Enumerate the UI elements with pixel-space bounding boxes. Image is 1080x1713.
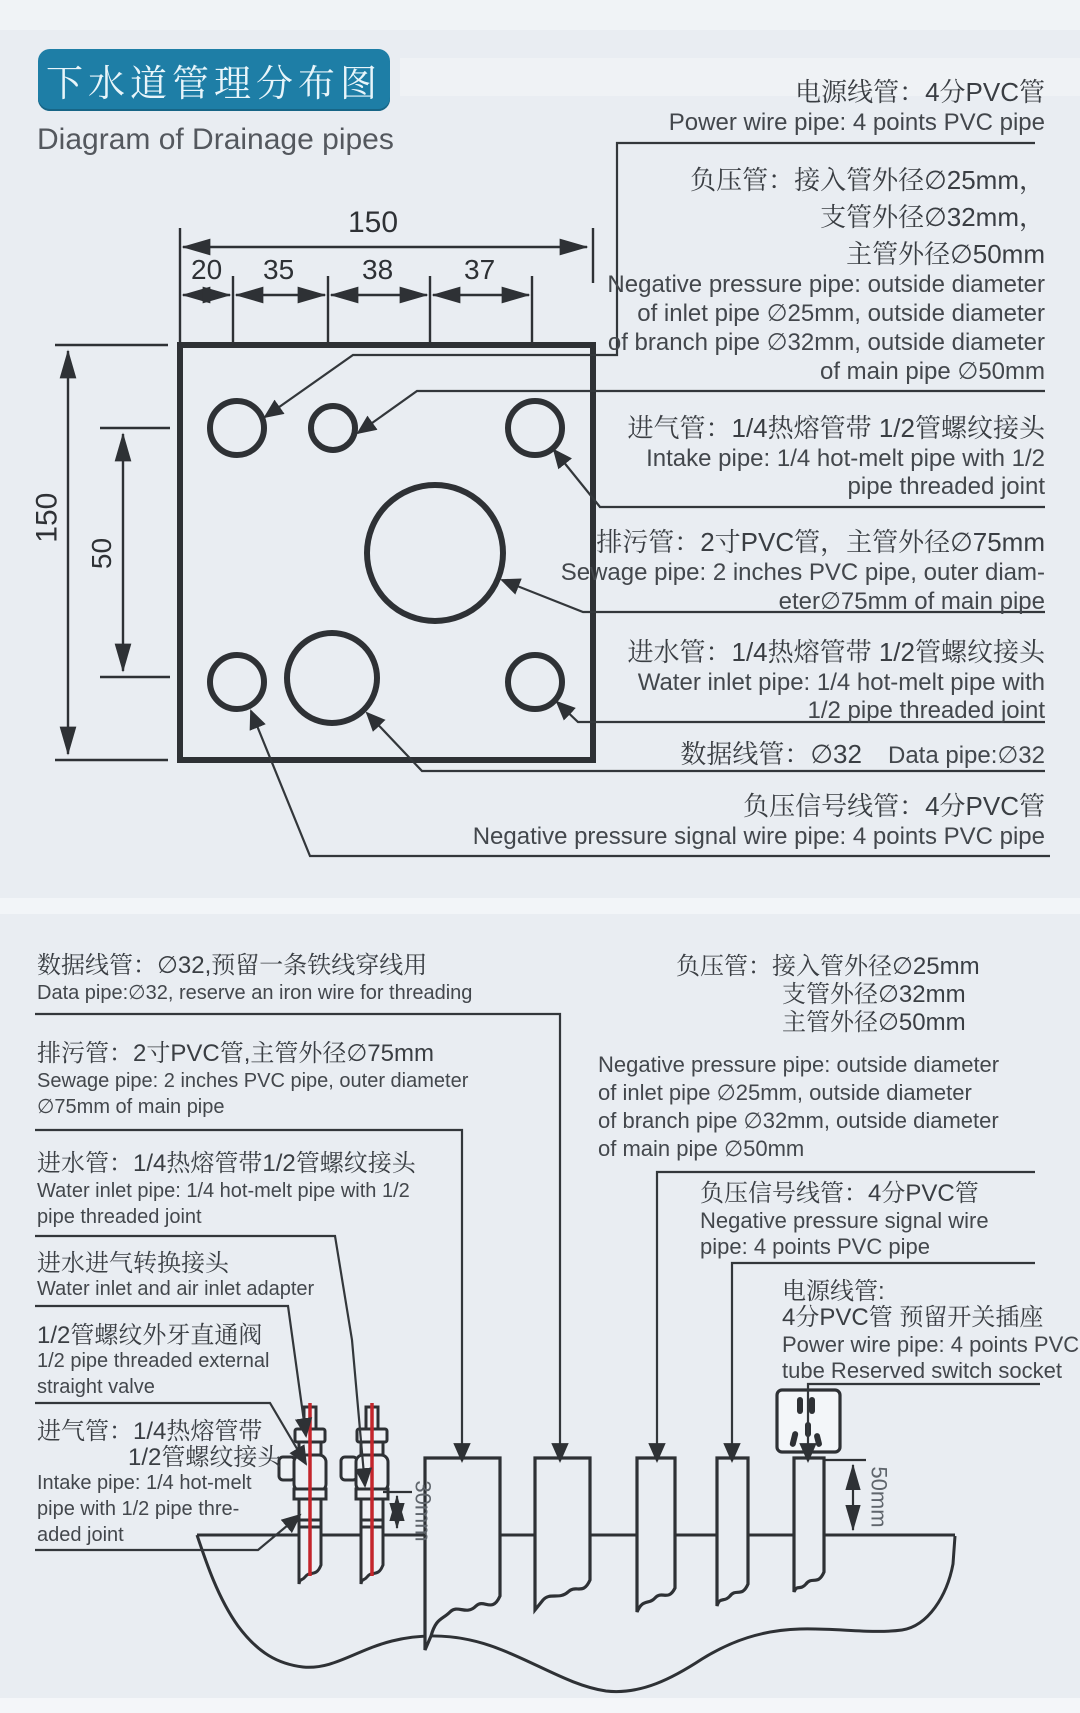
callout-sewage [561, 522, 1045, 616]
callout-water-en1: Water inlet pipe: 1/4 hot-melt pipe with [637, 669, 1045, 696]
hole-signal [210, 655, 264, 709]
callout-np-en2: of inlet pipe ∅25mm, outside diameter [637, 300, 1045, 327]
sec-intake-en3: aded joint [37, 1524, 124, 1546]
sec-power-en2: tube Reserved switch socket [782, 1358, 1063, 1383]
sec-power-en1: Power wire pipe: 4 points PVC [782, 1332, 1080, 1357]
callout-sewage-zh: 排污管：2寸PVC管，主管外径∅75mm [596, 527, 1045, 557]
pipe-sewage [425, 1458, 500, 1650]
sec-power-zh1: 电源线管: [782, 1278, 885, 1305]
sec-sewage-en1: Sewage pipe: 2 inches PVC pipe, outer diameter [37, 1070, 469, 1092]
callout-np-zh2: 支管外径∅32mm， [820, 202, 1045, 232]
dim-50mm-label: 50mm [866, 1466, 892, 1528]
sec-sewage-zh: 排污管：2寸PVC管,主管外径∅75mm [37, 1040, 434, 1067]
sec-valve-en1: 1/2 pipe threaded external [37, 1350, 270, 1372]
callout-water-en2: 1/2 pipe threaded joint [807, 697, 1045, 724]
sec-np-en4: of main pipe ∅50mm [598, 1136, 805, 1161]
sec-np-en2: of inlet pipe ∅25mm, outside diameter [598, 1080, 972, 1105]
callout-np-en3: of branch pipe ∅32mm, outside diameter [607, 329, 1045, 356]
sec-np-en3: of branch pipe ∅32mm, outside diameter [598, 1108, 999, 1133]
dim-seg4-label: 37 [464, 254, 496, 285]
callout-water-zh: 进水管：1/4热熔管带 1/2管螺纹接头 [627, 637, 1045, 667]
sec-power-zh2: 4分PVC管 预留开关插座 [782, 1304, 1044, 1331]
callout-signal-zh: 负压信号线管：4分PVC管 [743, 791, 1045, 821]
sec-intake-zh2: 1/2管螺纹接头 [128, 1444, 282, 1471]
callout-signal [473, 786, 1045, 851]
callout-water-inlet [627, 632, 1045, 725]
sec-signal-zh: 负压信号线管：4分PVC管 [700, 1180, 979, 1207]
dim-seg1-label: 20 [191, 254, 223, 285]
sec-intake-zh1: 进气管：1/4热熔管带 [37, 1418, 263, 1445]
callout-intake-en2: pipe threaded joint [847, 473, 1045, 500]
leader-power-pipe [808, 1384, 1040, 1461]
sec-np-zh3: 主管外径∅50mm [782, 1009, 966, 1036]
pipe-negative-pressure [637, 1458, 675, 1612]
sec-adapter-en: Water inlet and air inlet adapter [37, 1278, 315, 1300]
hole-power-wire [210, 401, 264, 455]
page-title: 下水道管理分布图 [46, 63, 382, 104]
sec-np-zh1: 负压管：接入管外径∅25mm [676, 953, 980, 980]
sec-valve-zh: 1/2管螺纹外牙直通阀 [37, 1322, 263, 1349]
dim-height-label: 150 [30, 492, 64, 543]
sec-data-en: Data pipe:∅32, reserve an iron wire for threading [37, 982, 473, 1004]
title-badge [38, 49, 390, 111]
valve-right [341, 1403, 388, 1584]
dim-seg3-label: 38 [362, 254, 394, 285]
pipe-power [794, 1458, 824, 1592]
sec-np-en1: Negative pressure pipe: outside diameter [598, 1052, 1000, 1077]
dim-row-spacing-label: 50 [86, 537, 118, 570]
callout-data [680, 734, 1045, 771]
sec-signal-en2: pipe: 4 points PVC pipe [700, 1234, 930, 1259]
dimension-lines [55, 228, 593, 760]
sec-intake-en2: pipe with 1/2 pipe thre- [37, 1498, 240, 1520]
buried-pipes [425, 1458, 824, 1650]
page-subtitle: Diagram of Drainage pipes [37, 123, 394, 156]
hole-data [287, 633, 377, 723]
hole-intake [508, 401, 562, 455]
sec-data-zh: 数据线管：∅32,预留一条铁线穿线用 [37, 952, 428, 979]
callout-sewage-en2: eter∅75mm of main pipe [778, 588, 1045, 615]
sec-intake-en1: Intake pipe: 1/4 hot-melt [37, 1472, 252, 1494]
callout-intake-en1: Intake pipe: 1/4 hot-melt pipe with 1/2 [646, 445, 1045, 472]
callout-data-en: Data pipe:∅32 [887, 742, 1045, 769]
sec-water-zh: 进水管：1/4热熔管带1/2管螺纹接头 [37, 1150, 416, 1177]
plate-outline [180, 345, 593, 760]
hole-water-inlet [508, 655, 562, 709]
callout-np-zh3: 主管外径∅50mm [846, 239, 1045, 269]
sec-signal-en1: Negative pressure signal wire [700, 1208, 989, 1233]
callout-np-en4: of main pipe ∅50mm [820, 358, 1045, 385]
pipe-data [535, 1458, 590, 1610]
dim-seg2-label: 35 [263, 254, 295, 285]
callout-data-zh: 数据线管：∅32 [680, 739, 862, 769]
hole-negative-pressure [311, 406, 355, 450]
sec-water-en2: pipe threaded joint [37, 1206, 202, 1228]
callout-intake-zh: 进气管：1/4热熔管带 1/2管螺纹接头 [627, 413, 1045, 443]
dim-30mm-label: 30mm [410, 1480, 436, 1542]
sec-sewage-en2: ∅75mm of main pipe [37, 1096, 225, 1118]
sec-adapter-zh: 进水进气转换接头 [37, 1250, 229, 1277]
callout-power-en: Power wire pipe: 4 points PVC pipe [668, 109, 1045, 136]
callout-np-en1: Negative pressure pipe: outside diameter [607, 271, 1045, 298]
callout-np-zh1: 负压管：接入管外径∅25mm， [690, 165, 1045, 195]
sec-np-zh2: 支管外径∅32mm [782, 981, 966, 1008]
dim-width-label: 150 [348, 206, 399, 239]
callout-signal-en: Negative pressure signal wire pipe: 4 points PVC pipe [472, 823, 1045, 850]
callout-negative-pressure [607, 160, 1045, 386]
callout-sewage-en1: Sewage pipe: 2 inches PVC pipe, outer diam- [560, 559, 1045, 586]
callout-power [669, 72, 1045, 137]
sec-valve-en2: straight valve [37, 1376, 155, 1398]
callout-power-zh: 电源线管：4分PVC管 [795, 77, 1045, 107]
callout-intake [627, 408, 1045, 501]
pipe-signal [717, 1458, 748, 1606]
top-view-plate [180, 345, 593, 760]
sec-water-en1: Water inlet pipe: 1/4 hot-melt pipe with 1/2 [37, 1180, 410, 1202]
hole-sewage [367, 485, 503, 621]
